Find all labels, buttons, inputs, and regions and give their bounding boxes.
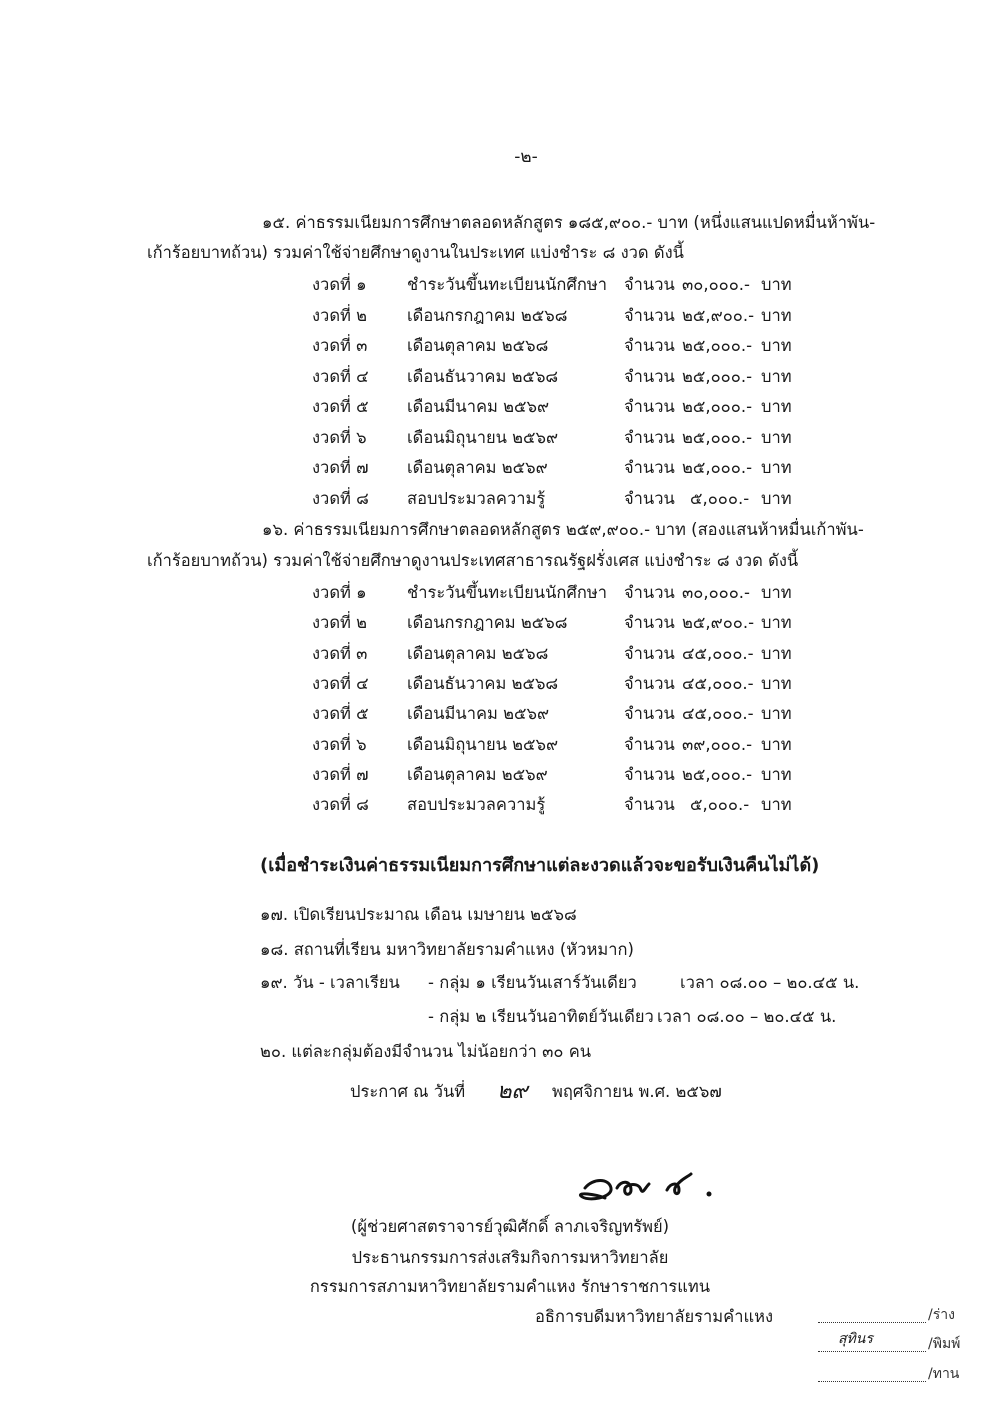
installment-unit: บาท — [761, 643, 792, 663]
installment-amount-label: จำนวน — [624, 643, 675, 663]
installment-amount: ๒๕,๙๐๐.- — [682, 613, 755, 633]
checked-mark: /ทาน — [928, 1366, 960, 1382]
installment-row — [0, 303, 1000, 333]
item18: ๑๘. สถานที่เรียน มหาวิทยาลัยรามคำแหง (หัวหมาก) — [260, 940, 634, 959]
checked-line — [818, 1381, 926, 1382]
signer-title-3: อธิการบดีมหาวิทยาลัยรามคำแหง — [535, 1307, 774, 1326]
installment-amount: ๔๕,๐๐๐.- — [682, 643, 754, 663]
installment-amount-label: จำนวน — [624, 397, 675, 416]
installment-amount: ๕,๐๐๐.- — [690, 488, 750, 508]
announcement-date-rest: พฤศจิกายน พ.ศ. ๒๕๖๗ — [552, 1082, 722, 1101]
draft-line — [818, 1322, 926, 1323]
installment-amount: ๒๕,๐๐๐.- — [682, 397, 753, 416]
installment-label: งวดที่ ๕ — [312, 397, 369, 416]
item15-line2: เก้าร้อยบาทถ้วน) รวมค่าใช้จ่ายศึกษาดูงานในประเทศ แบ่งชำระ ๘ งวด ดังนี้ — [147, 243, 684, 262]
item19-label: ๑๙. วัน - เวลาเรียน — [260, 973, 400, 992]
installment-amount-label: จำนวน — [624, 583, 675, 602]
installment-amount-label: จำนวน — [624, 366, 675, 386]
installment-row — [0, 333, 1000, 363]
installment-description: เดือนตุลาคม ๒๕๖๘ — [407, 643, 549, 663]
installment-amount-label: จำนวน — [624, 673, 675, 693]
installment-unit: บาท — [761, 613, 792, 633]
installment-unit: บาท — [761, 583, 792, 602]
installment-label: งวดที่ ๒ — [312, 305, 368, 325]
installment-description: ชำระวันขึ้นทะเบียนนักศึกษา — [407, 275, 607, 294]
installment-row — [0, 610, 1000, 640]
installment-label: งวดที่ ๑ — [312, 275, 367, 294]
installment-amount: ๔๕,๐๐๐.- — [682, 704, 754, 724]
installment-description: เดือนมิถุนายน ๒๕๖๙ — [407, 734, 559, 754]
installment-row — [0, 580, 1000, 610]
installment-amount-label: จำนวน — [624, 734, 675, 754]
installment-amount-label: จำนวน — [624, 488, 675, 508]
installment-label: งวดที่ ๔ — [312, 366, 369, 386]
signer-title-2: กรรมการสภามหาวิทยาลัยรามคำแหง รักษาราชการแทน — [309, 1277, 711, 1296]
installment-unit: บาท — [761, 336, 792, 355]
installment-description: เดือนธันวาคม ๒๕๖๘ — [407, 673, 559, 693]
installment-description: เดือนมิถุนายน ๒๕๖๙ — [407, 427, 559, 447]
installment-description: เดือนธันวาคม ๒๕๖๘ — [407, 366, 559, 386]
installment-amount: ๓๐,๐๐๐.- — [682, 275, 751, 294]
refund-notice: (เมื่อชำระเงินค่าธรรมเนียมการศึกษาแต่ละงวดแล้วจะขอรับเงินคืนไม่ได้) — [260, 855, 820, 876]
installment-amount: ๓๙,๐๐๐.- — [682, 734, 753, 754]
installment-unit: บาท — [761, 427, 792, 447]
installment-amount-label: จำนวน — [624, 336, 675, 355]
installment-unit: บาท — [761, 673, 792, 693]
item17: ๑๗. เปิดเรียนประมาณ เดือน เมษายน ๒๕๖๘ — [260, 905, 577, 924]
installment-amount-label: จำนวน — [624, 613, 675, 633]
installment-row — [0, 792, 1000, 822]
installment-description: ชำระวันขึ้นทะเบียนนักศึกษา — [407, 583, 607, 602]
installment-row — [0, 425, 1000, 455]
installment-unit: บาท — [761, 366, 792, 386]
installment-description: เดือนมีนาคม ๒๕๖๙ — [407, 397, 550, 416]
signer-name: (ผู้ช่วยศาสตราจารย์วุฒิศักดิ์ ลาภเจริญทรัพย์) — [350, 1217, 670, 1236]
installment-description: สอบประมวลความรู้ — [407, 795, 546, 815]
installment-amount-label: จำนวน — [624, 275, 675, 294]
item16-line2: เก้าร้อยบาทถ้วน) รวมค่าใช้จ่ายศึกษาดูงานประเทศสาธารณรัฐฝรั่งเศส แบ่งชำระ ๘ งวด ดังนี้ — [147, 551, 799, 570]
installment-description: เดือนกรกฎาคม ๒๕๖๘ — [407, 613, 568, 633]
installment-label: งวดที่ ๗ — [312, 458, 369, 477]
typed-line — [818, 1351, 926, 1352]
installment-label: งวดที่ ๓ — [312, 336, 368, 355]
installment-amount-label: จำนวน — [624, 795, 675, 815]
installment-unit: บาท — [761, 734, 792, 754]
installment-amount-label: จำนวน — [624, 427, 675, 447]
installment-row — [0, 762, 1000, 792]
installment-description: เดือนตุลาคม ๒๕๖๙ — [407, 764, 548, 784]
item20: ๒๐. แต่ละกลุ่มต้องมีจำนวน ไม่น้อยกว่า ๓๐ คน — [260, 1042, 592, 1061]
signature-image — [575, 1158, 725, 1218]
installment-description: เดือนกรกฎาคม ๒๕๖๘ — [407, 305, 568, 325]
installment-row — [0, 364, 1000, 394]
installment-row — [0, 272, 1000, 302]
installment-row — [0, 394, 1000, 424]
installment-row — [0, 455, 1000, 485]
installment-description: เดือนมีนาคม ๒๕๖๙ — [407, 704, 550, 724]
installment-amount: ๒๕,๐๐๐.- — [682, 427, 753, 447]
item19-group2-time: เวลา ๐๘.๐๐ – ๒๐.๔๕ น. — [657, 1007, 837, 1026]
installment-unit: บาท — [761, 305, 792, 325]
item16-line1: ๑๖. ค่าธรรมเนียมการศึกษาตลอดหลักสูตร ๒๕๙,๙๐๐.- บาท (สองแสนห้าหมื่นเก้าพัน- — [262, 520, 864, 539]
installment-row — [0, 732, 1000, 762]
announcement-prefix: ประกาศ ณ วันที่ — [350, 1082, 466, 1101]
installment-unit: บาท — [761, 488, 792, 508]
typed-mark: /พิมพ์ — [928, 1336, 961, 1352]
installment-row — [0, 641, 1000, 671]
signer-title-1: ประธานกรรมการส่งเสริมกิจการมหาวิทยาลัย — [351, 1248, 669, 1267]
installment-row — [0, 701, 1000, 731]
installment-description: เดือนตุลาคม ๒๕๖๘ — [407, 336, 549, 355]
installment-amount: ๒๕,๐๐๐.- — [682, 764, 753, 784]
installment-amount: ๓๐,๐๐๐.- — [682, 583, 751, 602]
installment-label: งวดที่ ๒ — [312, 613, 368, 633]
installment-unit: บาท — [761, 458, 792, 477]
installment-amount: ๔๕,๐๐๐.- — [682, 673, 754, 693]
installment-amount-label: จำนวน — [624, 305, 675, 325]
draft-mark: /ร่าง — [928, 1307, 955, 1323]
typed-initial: สุทินร — [838, 1331, 873, 1347]
installment-unit: บาท — [761, 764, 792, 784]
installment-label: งวดที่ ๓ — [312, 643, 368, 663]
item19-group1: - กลุ่ม ๑ เรียนวันเสาร์วันเดียว — [428, 973, 637, 992]
installment-label: งวดที่ ๗ — [312, 764, 369, 784]
installment-label: งวดที่ ๘ — [312, 488, 369, 508]
installment-amount: ๒๕,๙๐๐.- — [682, 305, 755, 325]
installment-label: งวดที่ ๖ — [312, 734, 367, 754]
installment-unit: บาท — [761, 275, 792, 294]
installment-amount: ๒๕,๐๐๐.- — [682, 366, 753, 386]
installment-amount-label: จำนวน — [624, 704, 675, 724]
page-number: -๒- — [514, 147, 538, 167]
installment-unit: บาท — [761, 795, 792, 815]
installment-label: งวดที่ ๘ — [312, 795, 369, 815]
installment-amount: ๕,๐๐๐.- — [690, 795, 750, 815]
installment-label: งวดที่ ๔ — [312, 673, 369, 693]
installment-description: เดือนตุลาคม ๒๕๖๙ — [407, 458, 548, 477]
announcement-day: ๒๙ — [497, 1079, 528, 1104]
installment-amount-label: จำนวน — [624, 458, 675, 477]
installment-description: สอบประมวลความรู้ — [407, 488, 546, 508]
installment-unit: บาท — [761, 397, 792, 416]
installment-label: งวดที่ ๖ — [312, 427, 367, 447]
installment-row — [0, 671, 1000, 701]
item15-line1: ๑๕. ค่าธรรมเนียมการศึกษาตลอดหลักสูตร ๑๘๕,๙๐๐.- บาท (หนึ่งแสนแปดหมื่นห้าพัน- — [262, 213, 876, 232]
installment-amount: ๒๕,๐๐๐.- — [682, 458, 753, 477]
installment-amount: ๒๕,๐๐๐.- — [682, 336, 753, 355]
installment-row — [0, 486, 1000, 516]
installment-label: งวดที่ ๑ — [312, 583, 367, 602]
item19-group1-time: เวลา ๐๘.๐๐ – ๒๐.๔๕ น. — [680, 973, 860, 992]
installment-amount-label: จำนวน — [624, 764, 675, 784]
item19-group2: - กลุ่ม ๒ เรียนวันอาทิตย์วันเดียว — [428, 1007, 654, 1026]
installment-label: งวดที่ ๕ — [312, 704, 369, 724]
installment-unit: บาท — [761, 704, 792, 724]
